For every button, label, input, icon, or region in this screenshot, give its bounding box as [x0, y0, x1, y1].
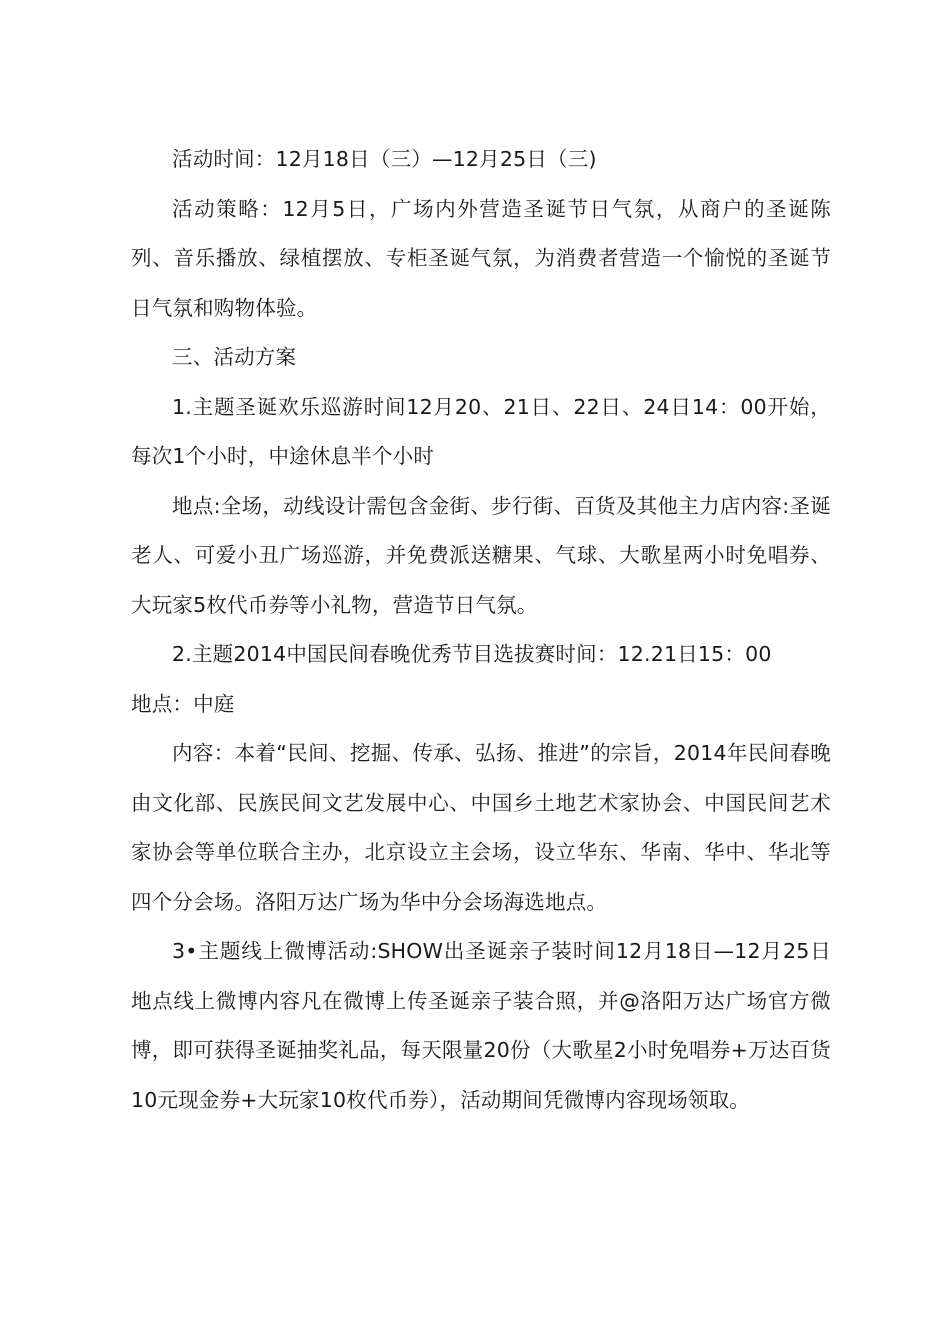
paragraph-theme-2: 2.主题2014中国民间春晚优秀节目选拔赛时间：12.21日15：00 — [172, 642, 772, 666]
paragraph-activity-strategy: 活动策略：12月5日，广场内外营造圣诞节日气氛，从商户的圣诞陈列、音乐播放、绿植摆放、专柜圣诞气氛，为消费者营造一个愉悦的圣诞节日气氛和购物体验。 — [131, 196, 831, 320]
paragraph-theme-1-location: 地点:全场，动线设计需包含金街、步行街、百货及其他主力店内容:圣诞老人、可爱小丑广场巡游，并免费派送糖果、气球、大歌星两小时免唱券、大玩家5枚代币券等小礼物，营造节日气氛。 — [131, 493, 831, 617]
section-heading-activity-plan: 三、活动方案 — [172, 345, 297, 369]
paragraph-activity-time: 活动时间：12月18日（三）—12月25日（三) — [172, 147, 597, 171]
paragraph-theme-2-content: 内容：本着“民间、挖掘、传承、弘扬、推进”的宗旨，2014年民间春晚由文化部、民族民间文艺发展中心、中国乡土地艺术家协会、中国民间艺术家协会等单位联合主办，北京设立主会场，设立华东、华南、华中、华北等四个分会场。洛阳万达广场为华中分会场海选地点。 — [131, 741, 831, 914]
paragraph-theme-1: 1.主题圣诞欢乐巡游时间12月20、21日、22日、24日14：00开始，每次1个小时，中途休息半个小时 — [131, 394, 831, 468]
paragraph-theme-2-location: 地点：中庭 — [131, 691, 235, 716]
document-body — [131, 135, 831, 1125]
paragraph-theme-3: 3•主题线上微博活动:SHOW出圣诞亲子装时间12月18日—12月25日地点线上微博内容凡在微博上传圣诞亲子装合照，并@洛阳万达广场官方微博，即可获得圣诞抽奖礼品，每天限量20份（大歌星2小时免唱券+万达百货10元现金券+大玩家10枚代币券），活动期间凭微博内容现场领取。 — [131, 939, 831, 1112]
